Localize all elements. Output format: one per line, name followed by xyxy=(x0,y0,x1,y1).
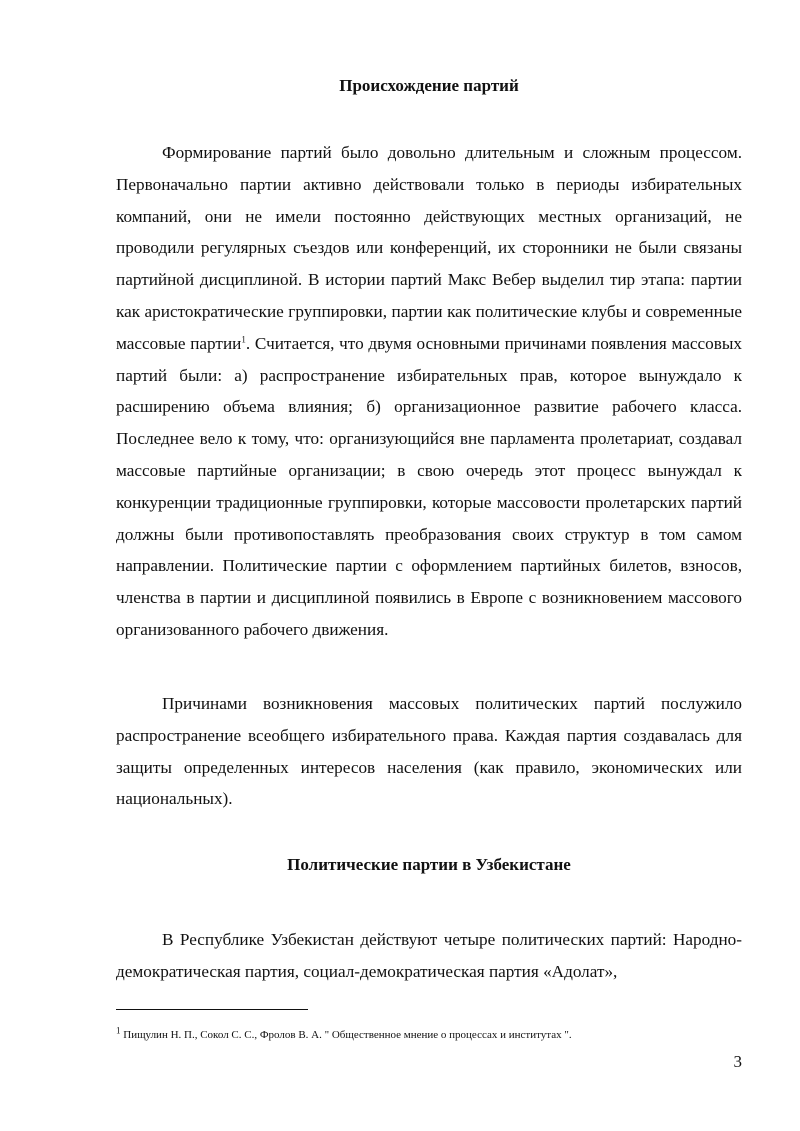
footnote-reference[interactable]: 1 xyxy=(241,334,246,345)
paragraph-text-part-2: . Считается, что двумя основными причинами появления массовых партий были: а) распространение избирательных прав, которое вынуждало к расширению объема влияния; б) организационное развитие рабочего класса. Последнее вело к тому, что: организующийся вне парламента пролетариат, создавал массовые партийные организации; в свою очередь этот процесс вынуждал к конкуренции традиционные группировки, которые массовости пролетарских партий должны были противопоставлять преобразования своих структур в том самом направлении. Политические партии с оформлением партийных билетов, взносов, членства в партии и дисциплиной появились в Европе с возникновением массового организованного рабочего движения. xyxy=(116,333,742,639)
section-title-uzbekistan-parties: Политические партии в Узбекистане xyxy=(287,855,571,874)
footnote-separator xyxy=(116,1009,308,1010)
footnote xyxy=(116,1025,742,1041)
section-title-origin-of-parties: Происхождение партий xyxy=(339,76,519,95)
paragraph-text-part-1: Формирование партий было довольно длительным и сложным процессом. Первоначально партии активно действовали только в периоды избирательных компаний, они не имели постоянно действующих местных организаций, не проводили регулярных съездов или конференций, их сторонники не были связаны партийной дисциплиной. В истории партий Макс Вебер выделил тир этапа: партии как аристократические группировки, партии как политические клубы и современные массовые партии xyxy=(116,143,742,353)
paragraph-party-formation xyxy=(116,137,742,646)
footnote-text: Пищулин Н. П., Сокол С. С., Фролов В. А. " Общественное мнение о процессах и институтах ". xyxy=(120,1029,572,1041)
footnote-marker: 1 xyxy=(116,1025,121,1036)
paragraph-mass-parties-causes: Причинами возникновения массовых политических партий послужило распространение всеобщего избирательного права. Каждая партия создавалась для защиты определенных интересов населения (как правило, экономических или национальных). xyxy=(116,694,742,809)
page-number: 3 xyxy=(733,1052,742,1071)
paragraph-uzbekistan-parties: В Республике Узбекистан действуют четыре политических партий: Народно-демократическая партия, социал-демократическая партия «Адолат», xyxy=(116,930,742,981)
